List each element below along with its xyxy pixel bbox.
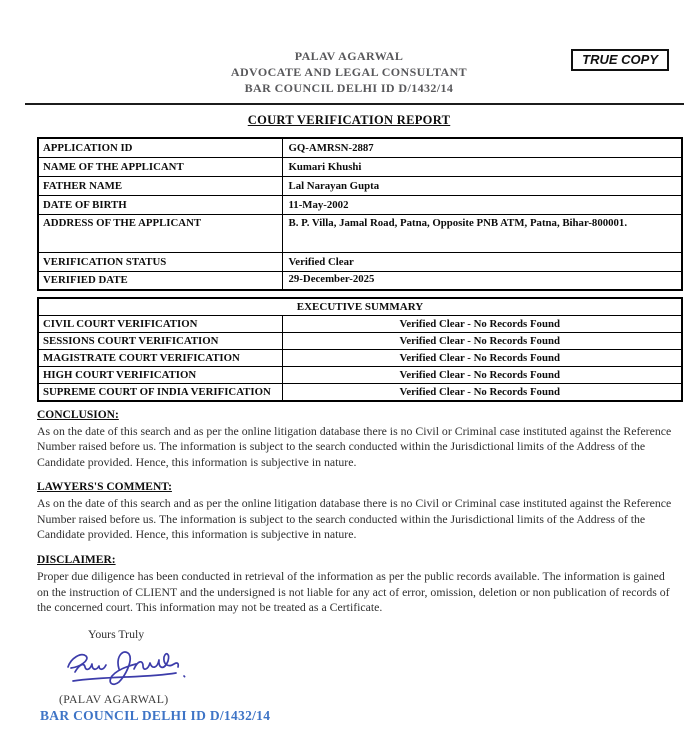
court-label: MAGISTRATE COURT VERIFICATION bbox=[38, 349, 282, 366]
table-row bbox=[38, 332, 682, 349]
court-label: SUPREME COURT OF INDIA VERIFICATION bbox=[38, 383, 282, 401]
field-label: VERIFIED DATE bbox=[38, 271, 282, 290]
table-row bbox=[38, 366, 682, 383]
field-label: DATE OF BIRTH bbox=[38, 195, 282, 214]
table-row bbox=[38, 349, 682, 366]
executive-summary-heading: EXECUTIVE SUMMARY bbox=[38, 298, 682, 315]
applicant-table bbox=[37, 137, 683, 291]
table-row bbox=[38, 315, 682, 332]
section-heading: CONCLUSION: bbox=[37, 408, 119, 421]
court-result: Verified Clear - No Records Found bbox=[282, 383, 682, 401]
court-label: CIVIL COURT VERIFICATION bbox=[38, 315, 282, 332]
court-result: Verified Clear - No Records Found bbox=[282, 332, 682, 349]
table-row bbox=[38, 271, 682, 290]
court-result: Verified Clear - No Records Found bbox=[282, 349, 682, 366]
table-row bbox=[38, 214, 682, 252]
table-row bbox=[38, 157, 682, 176]
table-row bbox=[38, 176, 682, 195]
page-title: COURT VERIFICATION REPORT bbox=[247, 113, 451, 127]
field-value: 11-May-2002 bbox=[282, 195, 682, 214]
table-row bbox=[38, 138, 682, 157]
section-heading: LAWYERS'S COMMENT: bbox=[37, 481, 172, 494]
court-result: Verified Clear - No Records Found bbox=[282, 366, 682, 383]
executive-summary-wrap bbox=[37, 297, 683, 402]
field-label: APPLICATION ID bbox=[38, 138, 282, 157]
section-body: As on the date of this search and as per the online litigation database there is no Civil or Criminal case instituted against the Reference Number raised before us. The information is subject to the search conducted within the Jurisdictional limits of the Address of the Candidate provided. Hence, this information is subjective in nature. bbox=[37, 496, 672, 542]
applicant-table-wrap bbox=[37, 137, 683, 291]
court-label: SESSIONS COURT VERIFICATION bbox=[38, 332, 282, 349]
section-disclaimer bbox=[37, 554, 682, 616]
field-label: VERIFICATION STATUS bbox=[38, 252, 282, 271]
field-label: NAME OF THE APPLICANT bbox=[38, 157, 282, 176]
field-value: Lal Narayan Gupta bbox=[282, 176, 682, 195]
section-body: As on the date of this search and as per the online litigation database there is no Civil or Criminal case instituted against the Reference Number raised before us. The information is subject to the search conducted within the Jurisdictional limits of the Address of the Candidate provided. Hence, this information is subjective in nature. bbox=[37, 423, 672, 469]
signature bbox=[62, 646, 698, 690]
court-label: HIGH COURT VERIFICATION bbox=[38, 366, 282, 383]
court-result: Verified Clear - No Records Found bbox=[282, 315, 682, 332]
section-heading: DISCLAIMER: bbox=[37, 554, 116, 567]
letterhead-divider bbox=[25, 103, 684, 105]
table-row bbox=[38, 195, 682, 214]
field-label: ADDRESS OF THE APPLICANT bbox=[38, 214, 282, 252]
field-value: 29-December-2025 bbox=[282, 271, 682, 290]
field-label: FATHER NAME bbox=[38, 176, 282, 195]
table-row bbox=[38, 252, 682, 271]
advocate-designation: ADVOCATE AND LEGAL CONSULTANT bbox=[230, 65, 468, 79]
section-body: Proper due diligence has been conducted in retrieval of the information as per the public records available. The information is gained on the instruction of CLIENT and the undersigned is not liable for any act of error, omission, deletion or non publication of records of the concerned court. This information may not be treated as a Certificate. bbox=[37, 569, 670, 615]
executive-summary-table bbox=[37, 297, 683, 402]
true-copy-stamp: TRUE COPY bbox=[571, 49, 669, 71]
bar-council-id: BAR COUNCIL DELHI ID D/1432/14 bbox=[244, 81, 454, 95]
field-value: Verified Clear bbox=[282, 252, 682, 271]
field-value: Kumari Khushi bbox=[282, 157, 682, 176]
section-lawyers-comment bbox=[37, 481, 682, 543]
advocate-name: PALAV AGARWAL bbox=[294, 49, 404, 63]
signatory-name: (PALAV AGARWAL) bbox=[59, 691, 169, 706]
table-row bbox=[38, 383, 682, 401]
field-value: GQ-AMRSN-2887 bbox=[282, 138, 682, 157]
section-conclusion bbox=[37, 409, 682, 471]
field-value: B. P. Villa, Jamal Road, Patna, Opposite PNB ATM, Patna, Bihar-800001. bbox=[282, 214, 682, 252]
report-title-row bbox=[0, 111, 698, 129]
signature-ink-icon bbox=[62, 646, 197, 690]
signatory-bar-council-id: BAR COUNCIL DELHI ID D/1432/14 bbox=[40, 707, 271, 723]
closing-text: Yours Truly bbox=[88, 626, 145, 641]
executive-summary-header-row bbox=[38, 298, 682, 315]
letterhead bbox=[0, 0, 698, 96]
